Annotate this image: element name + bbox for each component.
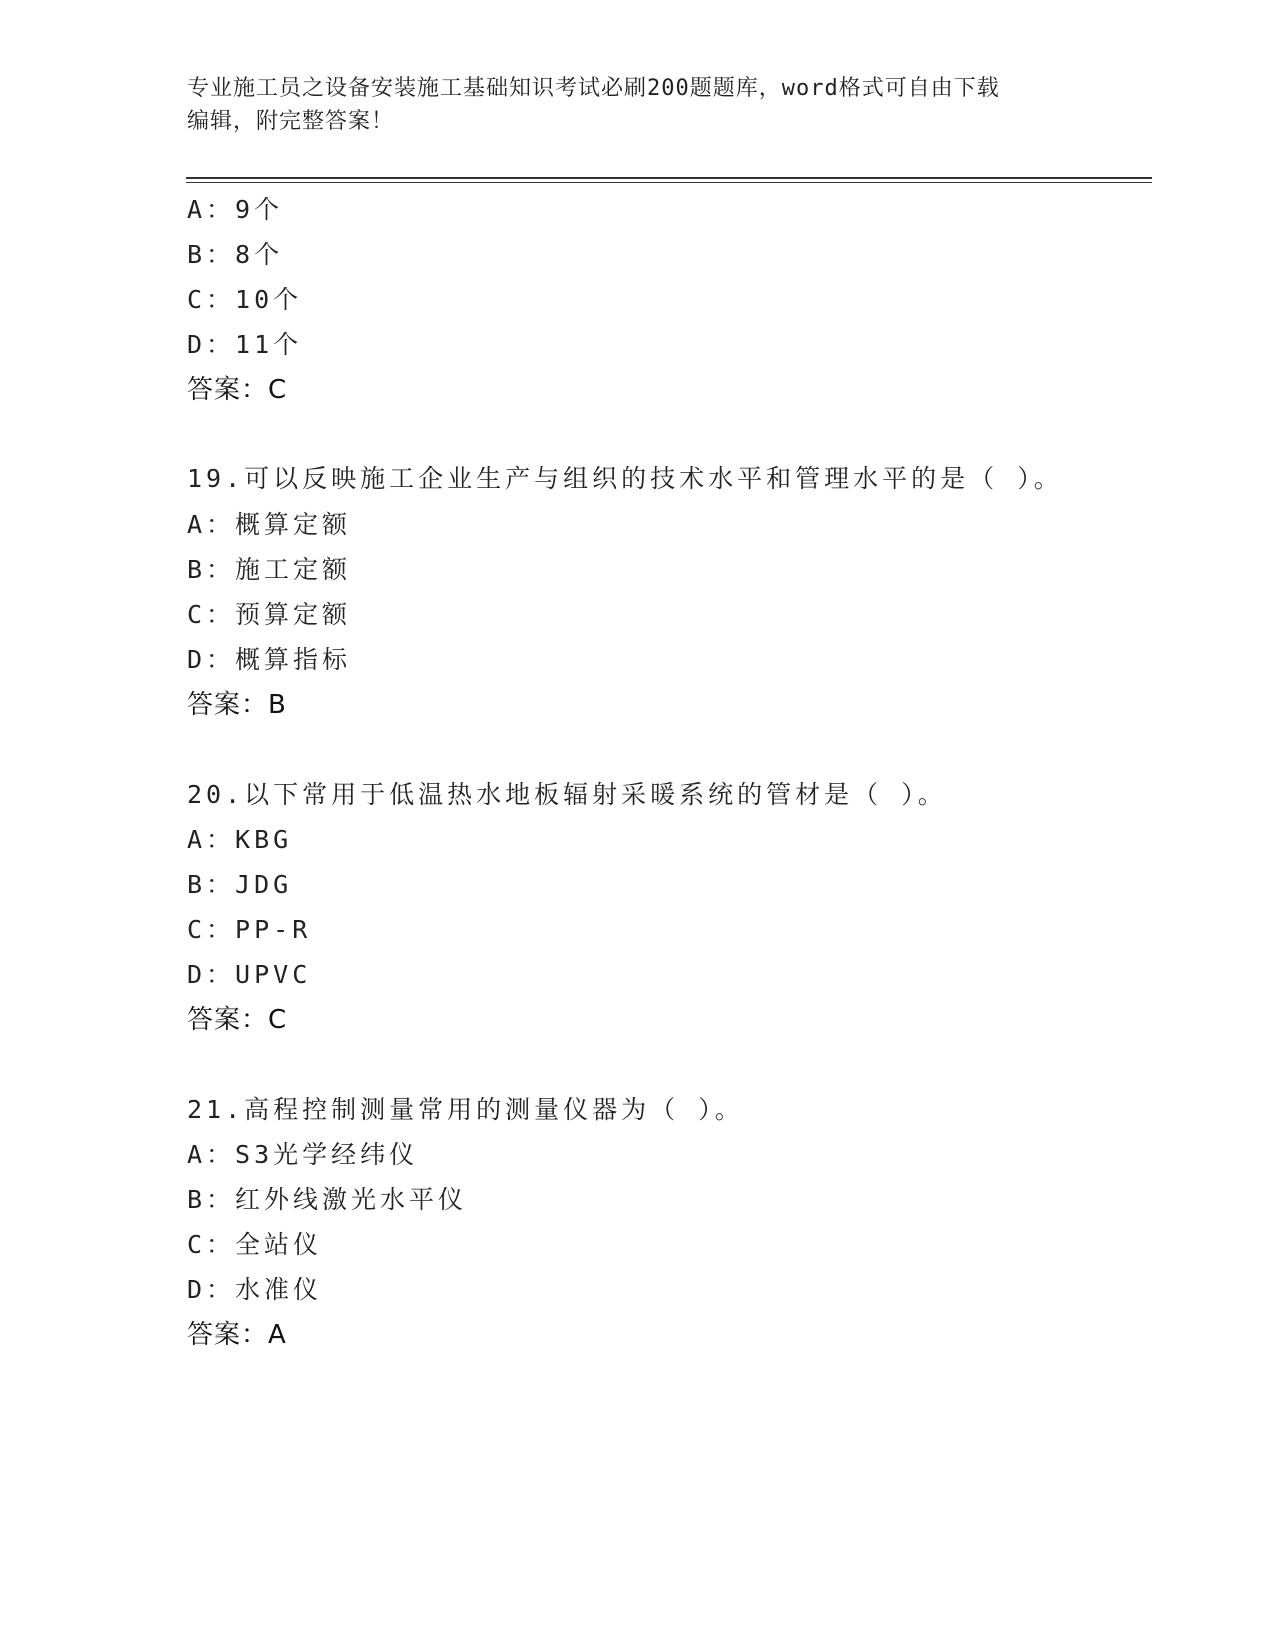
q21-option-a: A：S3光学经纬仪 xyxy=(187,1140,419,1169)
q18-option-d: D：11个 xyxy=(187,330,303,359)
q21-question: 21.高程控制测量常用的测量仪器为（ ）。 xyxy=(187,1095,744,1124)
q20-answer: 答案：C xyxy=(187,1005,288,1035)
q19-option-b: B：施工定额 xyxy=(187,555,352,584)
q18-option-c: C：10个 xyxy=(187,285,303,314)
header-title-line-2: 编辑，附完整答案！ xyxy=(187,109,395,134)
q21-option-c: C：全站仪 xyxy=(187,1230,323,1259)
q18-option-b: B：8个 xyxy=(187,240,284,269)
q21-answer: 答案：A xyxy=(187,1320,287,1350)
q21-option-b: B：红外线激光水平仪 xyxy=(187,1185,468,1214)
q20-option-b: B：JDG xyxy=(187,870,293,899)
q19-option-c: C：预算定额 xyxy=(187,600,352,629)
q20-option-d: D：UPVC xyxy=(187,960,312,989)
q18-answer: 答案：C xyxy=(187,375,288,405)
q20-option-a: A：KBG xyxy=(187,825,293,854)
q19-option-a: A：概算定额 xyxy=(187,510,352,539)
q20-question: 20.以下常用于低温热水地板辐射采暖系统的管材是（ ）。 xyxy=(187,780,947,809)
q18-option-a: A：9个 xyxy=(187,195,284,224)
q19-question: 19.可以反映施工企业生产与组织的技术水平和管理水平的是（ ）。 xyxy=(187,464,1063,493)
q21-option-d: D：水准仪 xyxy=(187,1275,323,1304)
q20-option-c: C：PP-R xyxy=(187,915,312,944)
q19-option-d: D：概算指标 xyxy=(187,645,352,674)
header-divider-thick xyxy=(186,177,1152,179)
header-divider-thin xyxy=(186,182,1152,183)
header-title-line-1: 专业施工员之设备安装施工基础知识考试必刷200题题库，word格式可自由下载 xyxy=(187,76,1000,101)
q19-answer: 答案：B xyxy=(187,690,287,720)
document-header xyxy=(187,72,1087,138)
